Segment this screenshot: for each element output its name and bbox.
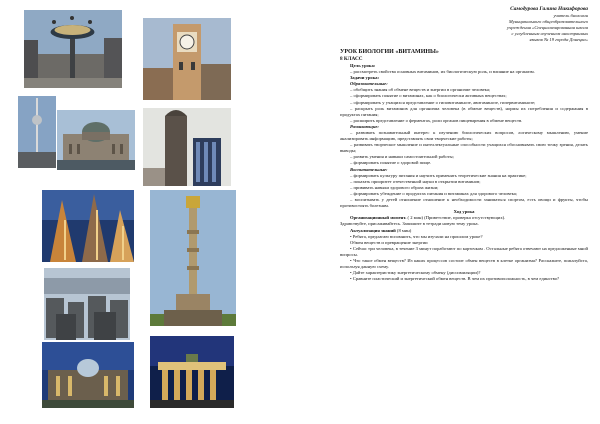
author-line: Муниципального общеобразовательного [508,19,588,25]
brandenburg-gate-photo [150,336,234,408]
memorial-church-photo [143,108,231,186]
author-line: с углубленным изучением иностранных [511,31,588,37]
educational-heading: Образовательные: [350,81,388,87]
lesson-document [340,6,588,282]
educational-item: – расширить представление о ферментах, роли органов пищеварения в обмене веществ. [350,117,523,123]
org-moment-text2: Здравствуйте, присаживайтесь. Запишите в тетради новую тему урока. [340,221,479,227]
goal-heading: Цель урока: [350,62,376,68]
question-item: • Сейчас три человека, в течение 3 минут поработают по карточкам . Остальные ребята отвечают на предложенные мной вопросы. [340,245,588,257]
educational-item: – раскрыть роль витаминов для организма человека (в обмене веществ), нормы их потребления и содержания в продуктах питания; [340,105,588,117]
reichstag-photo [42,342,134,408]
tv-tower-photo [18,96,56,168]
upbringing-item: – показать приоритет отечественной науки в открытии витаминов; [350,178,481,184]
developmental-item: – формировать понятие о здоровой пище. [350,160,432,166]
upbringing-item: – прививать навыки здорового образа жизни; [350,184,439,190]
author-line: учреждения «Специализированная школа [507,25,588,31]
tasks-heading: Задачи урока: [350,75,380,81]
actualization-label: Актуализация знаний [350,227,396,233]
answer-item: Обмен веществ и превращение энергии [350,239,428,245]
upbringing-item: – формировать культуру питания и научить применять теоретические знания на практике; [350,172,527,178]
educational-item: – обобщить знания об обмене веществ и энергии в организме человека; [350,87,491,93]
bode-museum-photo [57,110,135,170]
question-item: • Что такое обмен веществ? Из каких процессов состоит обмен веществ в клетке организма? Расскажите, пожалуйста, используя данную схему. [340,257,588,270]
author-line: учитель биологии [553,13,588,18]
lesson-title: УРОК БИОЛОГИИ «ВИТАМИНЫ» [340,49,439,56]
upbringing-heading: Воспитательные: [350,166,388,172]
question-item: • Дайте характеристику энергетическому обмену (диссимиляции)? [350,270,481,276]
victory-column-photo [150,190,236,326]
world-clock-photo [24,10,122,88]
author-line: языков № 19 города Донецка» [529,37,588,43]
clock-tower-photo [143,18,231,100]
educational-item: – сформировать у учащихся представление о гиповитаминозе, авитаминозе, гипервитаминозе; [350,99,536,105]
course-heading: Ход урока [453,209,475,215]
author-block [340,6,588,43]
org-moment-label: Организационный момент. [350,215,407,221]
developmental-heading: Развивающие: [350,123,379,129]
upbringing-item: – воспитывать у детей отношение отношение к необходимости заниматься спортом, есть овощи и фрукты, чтобы противостоять болезням. [340,197,588,209]
developmental-item: – развивать творческое мышление и интеллектуальные способности учащихся обосновывать свою точку зрения, делать выводы; [340,142,588,154]
holocaust-memorial-photo [44,268,130,340]
developmental-item: – развивать познавательный интерес к изучению биологических вопросов, логическому мышлению, умение анализировать информацию, представлять свои творческие работы; [340,130,588,142]
potsdamer-platz-photo [42,190,134,262]
question-item: • Сравните пластический и энергетический обмен веществ. В чем их противоположность, в чем единство? [350,276,560,282]
question-item: • Ребята, предлагаю вспомнить, что мы изучали на прошлом уроке? [350,233,483,239]
author-name: Самодурова Галина Никифорова [510,6,588,12]
grade-label: 8 КЛАСС [340,56,363,63]
org-moment-text: ( 2 мин) (Приветствие, проверка отсутствующих). [407,215,506,221]
developmental-item: – развить умения и навыки самостоятельной работы; [350,154,454,160]
upbringing-item: – формировать убеждение о продуктах питания и витаминах для здорового человека; [350,190,518,196]
educational-item: – сформировать понятие о витаминах, как о биологически активных веществах; [350,93,507,99]
actualization-time: (8 мин) [396,227,412,233]
goal-text: – рассмотреть свойства основных витаминов, их биологическую роль, и влияние на организм. [350,69,535,75]
